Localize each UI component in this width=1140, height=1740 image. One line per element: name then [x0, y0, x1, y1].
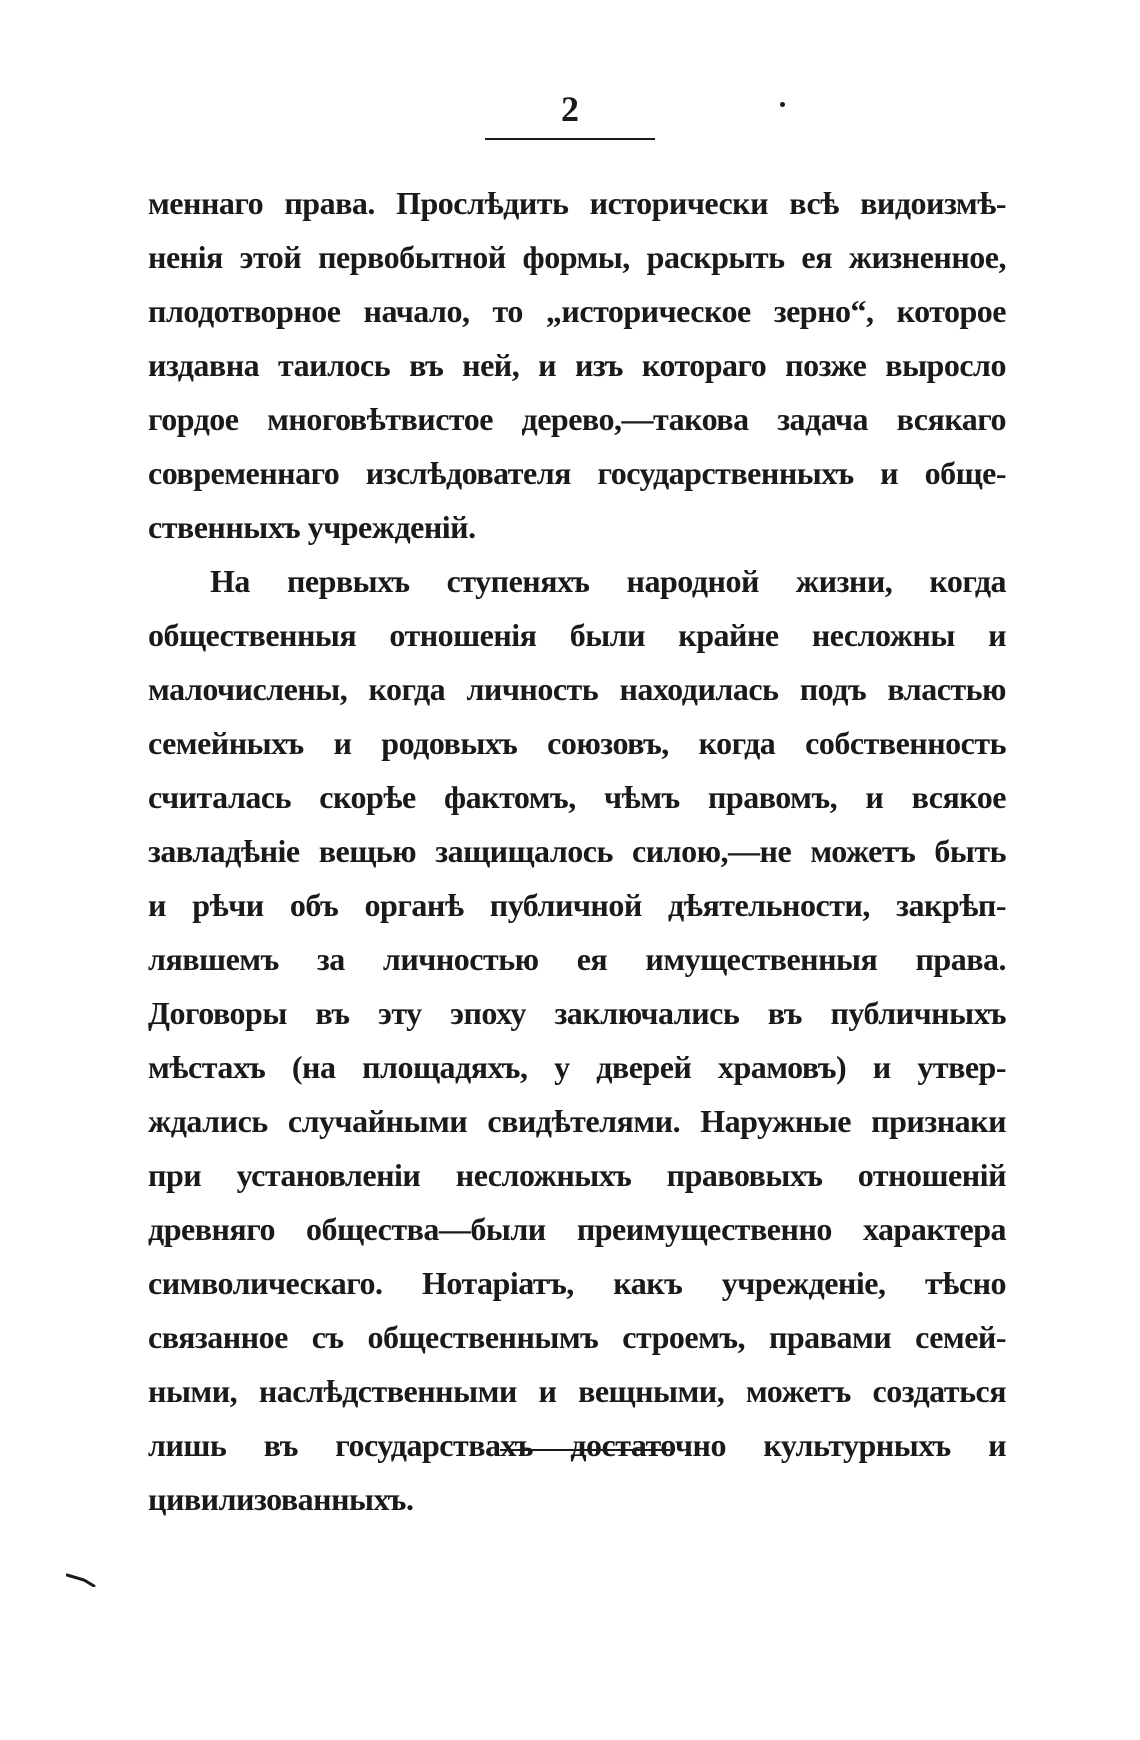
text-line: связанное съ общественнымъ строемъ, правами семей-	[148, 1319, 1006, 1355]
text-line: древняго общества—были преимущественно характера	[148, 1211, 1006, 1247]
text-line: Договоры въ эту эпоху заключались въ публичныхъ	[148, 995, 1006, 1031]
text-line: семейныхъ и родовыхъ союзовъ, когда собственность	[148, 725, 1006, 761]
text-line: цивилизованныхъ.	[148, 1481, 414, 1517]
body-text	[148, 176, 1006, 1526]
text-line: символическаго. Нотаріатъ, какъ учрежденіе, тѣсно	[148, 1265, 1006, 1301]
text-line: мѣстахъ (на площадяхъ, у дверей храмовъ) и утвер-	[148, 1049, 1006, 1085]
text-line: ственныхъ учрежденій.	[148, 509, 476, 545]
text-line: ненія этой первобытной формы, раскрыть ея жизненное,	[148, 239, 1006, 275]
text-line: современнаго изслѣдователя государственныхъ и обще-	[148, 455, 1006, 491]
text-line: считалась скорѣе фактомъ, чѣмъ правомъ, и всякое	[148, 779, 1006, 815]
text-line: ждались случайными свидѣтелями. Наружные признаки	[148, 1103, 1006, 1139]
text-line: при установленіи несложныхъ правовыхъ отношеній	[148, 1157, 1006, 1193]
stray-mark	[780, 102, 785, 107]
stray-ink-mark	[66, 1573, 96, 1587]
text-line: меннаго права. Прослѣдить исторически всѣ видоизмѣ-	[148, 185, 1006, 221]
text-line: ными, наслѣдственными и вещными, можетъ создаться	[148, 1373, 1006, 1409]
text-line: На первыхъ ступеняхъ народной жизни, когда	[210, 563, 1006, 599]
page-number: 2	[561, 89, 579, 129]
text-line: гордое многовѣтвистое дерево,—такова задача всякаго	[148, 401, 1006, 437]
text-line: и рѣчи объ органѣ публичной дѣятельности, закрѣп-	[148, 887, 1006, 923]
header-rule	[485, 138, 655, 140]
text-line: завладѣніе вещью защищалось силою,—не можетъ быть	[148, 833, 1006, 869]
text-line: малочислены, когда личность находилась подъ властью	[148, 671, 1006, 707]
text-line: лишь въ государствахъ достаточно культурныхъ и	[148, 1427, 1006, 1463]
footer-rule	[500, 1449, 670, 1451]
text-line: лявшемъ за личностью ея имущественныя права.	[148, 941, 1006, 977]
text-line: общественныя отношенія были крайне несложны и	[148, 617, 1006, 653]
text-line: издавна таилось въ ней, и изъ котораго позже выросло	[148, 347, 1006, 383]
text-line: плодотворное начало, то „историческое зерно“, которое	[148, 293, 1006, 329]
